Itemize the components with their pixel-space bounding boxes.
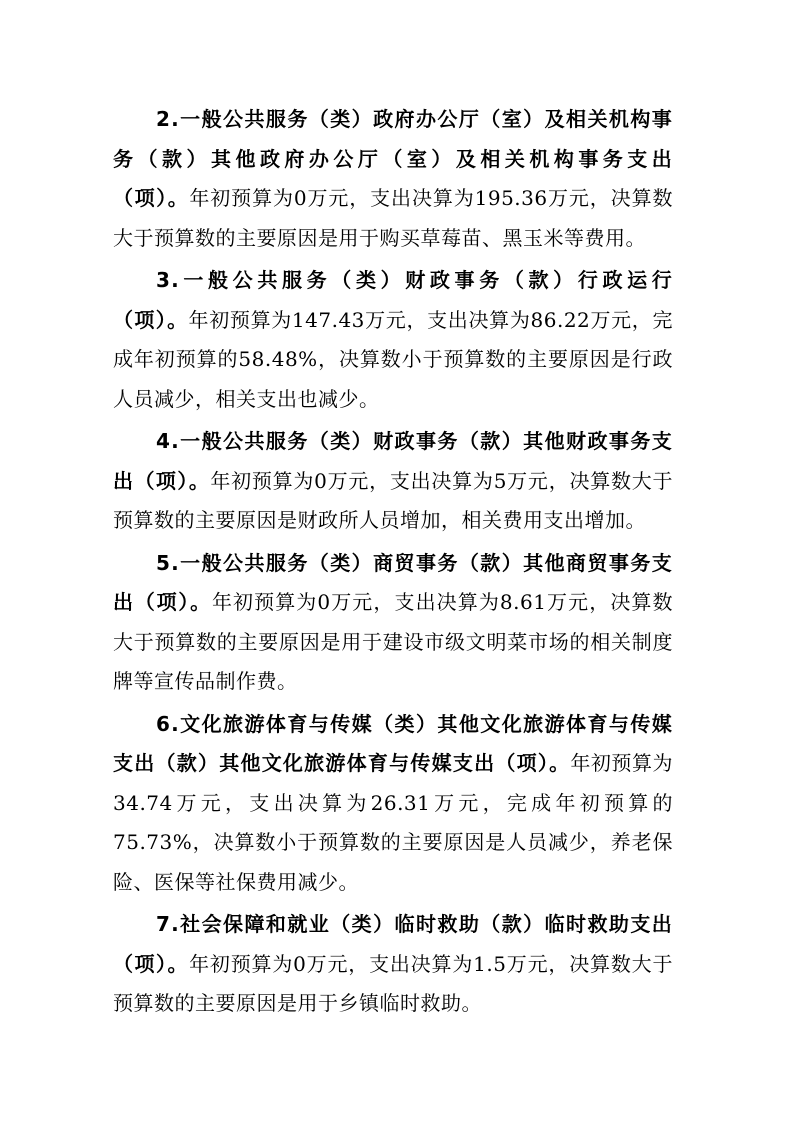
section-3-body: 年初预算为147.43万元，支出决算为86.22万元，完成年初预算的58.48%，决算数小于预算数的主要原因是行政人员减少，相关支出也减少。 [113, 307, 673, 411]
section-6-heading: 6.文化旅游体育与传媒（类）其他文化旅游体育与传媒支出（款）其他文化旅游体育与传媒支出（项）。 [113, 711, 673, 775]
section-5-paragraph [113, 544, 673, 702]
section-4-body: 年初预算为0万元，支出决算为5万元，决算数大于预算数的主要原因是财政所人员增加，相关费用支出增加。 [113, 468, 674, 532]
section-3-heading: 3.一般公共服务（类）财政事务（款）行政运行（项）。 [113, 268, 673, 332]
section-2-heading: 2.一般公共服务（类）政府办公厅（室）及相关机构事务（款）其他政府办公厅（室）及相关机构事务支出（项）。 [113, 107, 673, 210]
section-5-heading: 5.一般公共服务（类）商贸事务（款）其他商贸事务支出（项）。 [113, 550, 673, 614]
section-4-paragraph [113, 422, 673, 541]
section-7-heading: 7.社会保障和就业（类）临时救助（款）临时救助支出（项）。 [113, 912, 673, 976]
section-6-body: 年初预算为34.74万元，支出决算为26.31万元，完成年初预算的75.73%，决算数小于预算数的主要原因是人员减少，养老保险、医保等社保费用减少。 [113, 751, 673, 894]
section-7-paragraph [113, 905, 673, 1024]
section-6-paragraph [113, 705, 673, 903]
section-5-body: 年初预算为0万元，支出决算为8.61万元，决算数大于预算数的主要原因是用于建设市级文明菜市场的相关制度牌等宣传品制作费。 [113, 590, 673, 693]
section-3-paragraph [113, 261, 673, 419]
section-2-paragraph [113, 100, 673, 258]
section-7-body: 年初预算为0万元，支出决算为1.5万元，决算数大于预算数的主要原因是用于乡镇临时救助。 [113, 951, 673, 1015]
section-4-heading: 4.一般公共服务（类）财政事务（款）其他财政事务支出（项）。 [113, 429, 673, 493]
section-2-body: 年初预算为0万元，支出决算为195.36万元，决算数大于预算数的主要原因是用于购买草莓苗、黑玉米等费用。 [113, 186, 673, 250]
